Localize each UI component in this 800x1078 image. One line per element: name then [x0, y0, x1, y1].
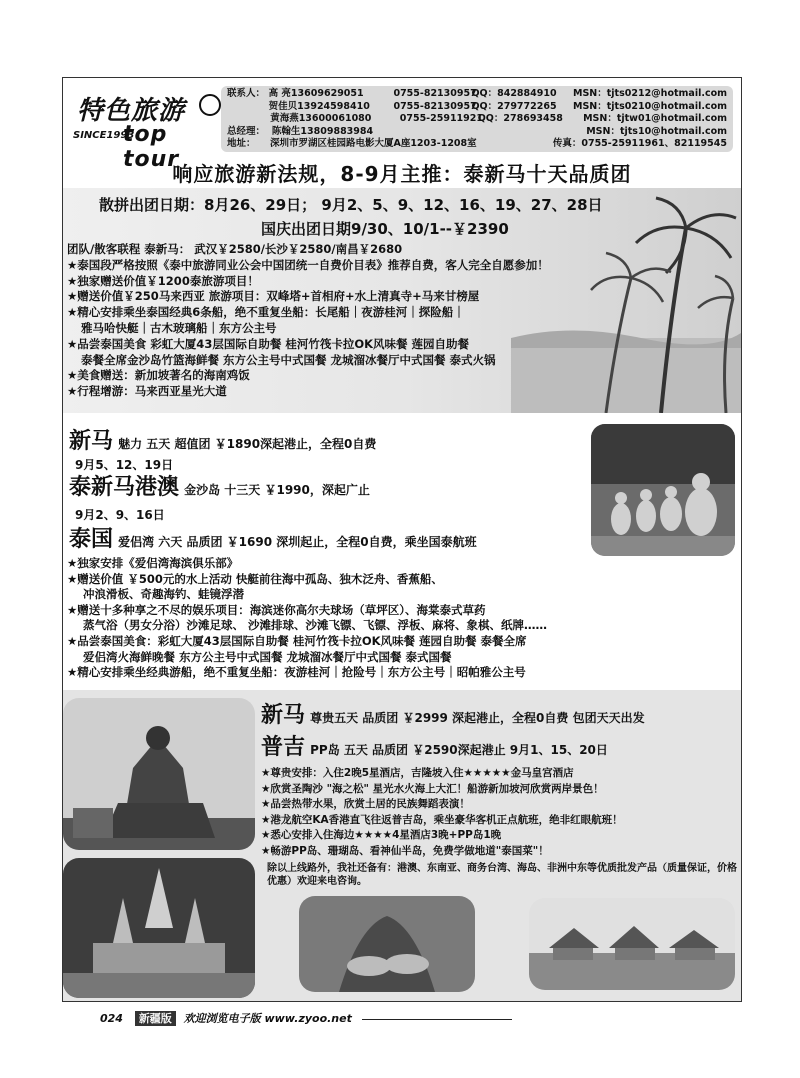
txmga-desc: 金沙岛 十三天 ￥1990，深起广止: [184, 483, 370, 497]
company-logo: [71, 88, 221, 172]
contact-msn: MSN：tjts0210@hotmail.com: [573, 100, 727, 112]
contact-row: [227, 126, 727, 139]
contact-row: [227, 138, 727, 151]
closing-note: 除以上线路外，我社还备有：港澳、东南亚、商务台湾、海岛、非洲中东等优质批发产品（质量保证，价格优惠）欢迎来电咨询。: [267, 863, 737, 887]
contact-label: 联系人：: [227, 88, 266, 99]
list-item: ★尊贵安排：入住2晚5星酒店，吉隆坡入住★★★★★金马皇宫酒店: [261, 767, 574, 779]
footer-text: 欢迎浏览电子版 www.zyoo.net: [183, 1012, 352, 1025]
xinma-line: [69, 424, 376, 455]
list-item: 爱侣湾火海鲜晚餐 东方公主号中式国餐 龙城溜冰餐厅中式国餐 泰式国餐: [83, 649, 452, 664]
contact-qq: QQ：842884910: [471, 88, 557, 99]
edition-tag: 新疆版: [135, 1011, 176, 1026]
list-item: 蒸气浴（男女分浴）沙滩足球、 沙滩排球、沙滩飞镖、飞镖、浮板、麻将、象棋、纸牌……: [83, 618, 547, 633]
contact-box: [221, 86, 733, 152]
xinma-title: 新马: [69, 429, 114, 454]
contact-row: [227, 88, 727, 101]
contact-phone: 0755-82130957: [393, 88, 477, 99]
contact-phone: [407, 126, 477, 139]
list-item: ★赠送十多种享之不尽的娱乐项目：海滨迷你高尔夫球场（草坪区）、海棠泰式草药: [67, 602, 486, 617]
logo-globe-icon: [199, 94, 221, 116]
contact-fax: 传真：0755-25911961、82119545: [552, 138, 727, 149]
logo-english: top tour: [123, 122, 180, 172]
national-day-dates: 国庆出团日期9/30、10/1--￥2390: [261, 220, 509, 238]
list-item: ★精心安排乘坐泰国经典6条船，绝不重复坐船：长尾船｜夜游桂河｜探险船｜: [67, 305, 465, 320]
contact-label: 地址：: [227, 138, 256, 149]
tour-section-taixinma: [63, 188, 741, 413]
logo-since: SINCE1993: [73, 130, 135, 141]
list-item: ★赠送价值￥250马来西亚 旅游项目：双峰塔+首相府+水上清真寺+马来甘榜屋: [67, 289, 480, 304]
contact-msn: MSN：tjts0212@hotmail.com: [573, 88, 727, 99]
list-item: ★赠送价值 ￥500元的水上活动 快艇前往海中孤岛、独木泛舟、香蕉船、: [67, 571, 443, 586]
list-item: ★行程增游：马来西亚星光大道: [67, 384, 227, 399]
list-item: ★独家安排《爱侣湾海滨俱乐部》: [67, 556, 239, 570]
list-item: 泰餐全席金沙岛竹篮海鲜餐 东方公主号中式国餐 龙城溜冰餐厅中式国餐 泰式火锅: [81, 352, 496, 367]
list-item: 团队/散客联程 泰新马： 武汉￥2580/长沙￥2580/南昌￥2680: [67, 242, 403, 256]
list-item: 雅马哈快艇｜古木玻璃船｜东方公主号: [81, 320, 277, 335]
list-item: ★品尝泰国美食：彩虹大厦43层国际自助餐 桂河竹筏卡拉OK风味餐 莲园自助餐 泰餐全席: [67, 633, 527, 648]
contact-address: 深圳市罗湖区桂园路电影大厦A座1203-1208室: [269, 138, 477, 149]
date-b: 9月2、9、16日: [75, 508, 165, 522]
xinma-premium-desc: 尊贵五天 品质团 ￥2999 深起港止，全程0自费 包团天天出发: [310, 711, 645, 725]
departure-dates: 散拼出团日期：8月26、29日； 9月2、5、9、12、16、19、27、28日: [99, 196, 603, 214]
contact-qq: [477, 126, 587, 139]
footer-rule: [362, 1019, 512, 1020]
feature-list: [261, 766, 623, 860]
contact-row: [227, 113, 727, 126]
phuket-desc: PP岛 五天 品质团 ￥2590深起港止 9月1、15、20日: [310, 743, 608, 757]
date-a: 9月5、12、19日: [75, 458, 174, 472]
contact-row: [227, 101, 727, 114]
list-item: ★独家赠送价值￥1200泰旅游项目！: [67, 273, 259, 288]
feature-list: [67, 556, 547, 681]
list-item: ★畅游PP岛、珊瑚岛、看神仙半岛，免费学做地道"泰国菜"！: [261, 844, 549, 857]
dancer-photo: [299, 896, 475, 992]
list-item: ★品尝热带水果，欣赏土居的民族舞蹈表演！: [261, 798, 470, 811]
list-item: ★悉心安排入住海边★★★★4星酒店3晚+PP岛1晚: [261, 829, 502, 842]
phuket-line: [261, 730, 608, 761]
temple-photo: [63, 858, 255, 998]
contact-msn: MSN：tjtw01@hotmail.com: [583, 113, 727, 124]
page-headline: 响应旅游新法规，8-9月主推：泰新马十天品质团: [172, 162, 632, 186]
list-item: 冲浪滑板、奇趣海钓、蛙镜浮潜: [83, 587, 244, 602]
xinma-premium-line: [261, 698, 645, 729]
contact-name: 贺佳贝13924598410: [268, 100, 370, 112]
thailand-desc: 爱侣湾 六天 品质团 ￥1690 深圳起止，全程0自费，乘坐国泰航班: [118, 535, 477, 549]
contact-name: 陈翰生13809883984: [271, 125, 374, 137]
page-number: 024: [100, 1012, 123, 1025]
list-item: ★精心安排乘坐经典游船，绝不重复坐船：夜游桂河｜抢险号｜东方公主号｜昭帕雅公主号: [67, 665, 526, 680]
tour-section-thailand: [63, 418, 741, 688]
contact-name: 高 亮13609629051: [268, 88, 364, 99]
resort-photo: [529, 898, 735, 990]
contact-qq: QQ：279772265: [471, 100, 557, 112]
page-footer: [100, 1010, 512, 1026]
contact-name: 黄海燕13600061080: [270, 113, 372, 124]
xinma-premium-title: 新马: [261, 703, 306, 728]
feature-list: [67, 242, 549, 400]
list-item: ★美食赠送：新加坡著名的海南鸡饭: [67, 368, 250, 383]
contact-phone: 0755-25911921: [399, 113, 483, 124]
contact-phone: 0755-82130957: [393, 100, 477, 112]
logo-chinese: 特色旅游: [77, 96, 186, 126]
txmga-title: 泰新马港澳: [69, 475, 180, 500]
phuket-title: 普吉: [261, 735, 306, 760]
xinma-desc: 魅力 五天 超值团 ￥1890深起港止，全程0自费: [118, 437, 377, 451]
contact-label: [227, 113, 270, 126]
txmga-line: [69, 470, 370, 501]
statue-photo: [63, 698, 255, 850]
contact-label: 总经理：: [227, 125, 266, 137]
contact-qq: QQ：278693458: [477, 113, 563, 124]
header: [63, 78, 741, 172]
list-item: ★港龙航空KA香港直飞往返普吉岛，乘坐豪华客机正点航班，绝非红眼航班！: [261, 813, 623, 826]
buddha-statues-photo: [591, 424, 735, 556]
contact-msn: MSN：tjts10@hotmail.com: [586, 125, 727, 137]
list-item: ★泰国段严格按照《泰中旅游同业公会中国团统一自费价目表》推荐自费，客人完全自愿参加！: [67, 257, 549, 272]
contact-label: [227, 101, 269, 114]
list-item: ★欣赏圣陶沙 "海之松" 星光水火海上大汇！船游新加坡河欣赏两岸景色！: [261, 782, 604, 795]
brochure-page: [62, 77, 742, 1002]
list-item: ★品尝泰国美食 彩虹大厦43层国际自助餐 桂河竹筏卡拉OK风味餐 莲园自助餐: [67, 336, 470, 351]
thailand-line: [69, 522, 477, 553]
thailand-title: 泰国: [69, 527, 114, 552]
tour-section-phuket: [63, 690, 741, 1001]
